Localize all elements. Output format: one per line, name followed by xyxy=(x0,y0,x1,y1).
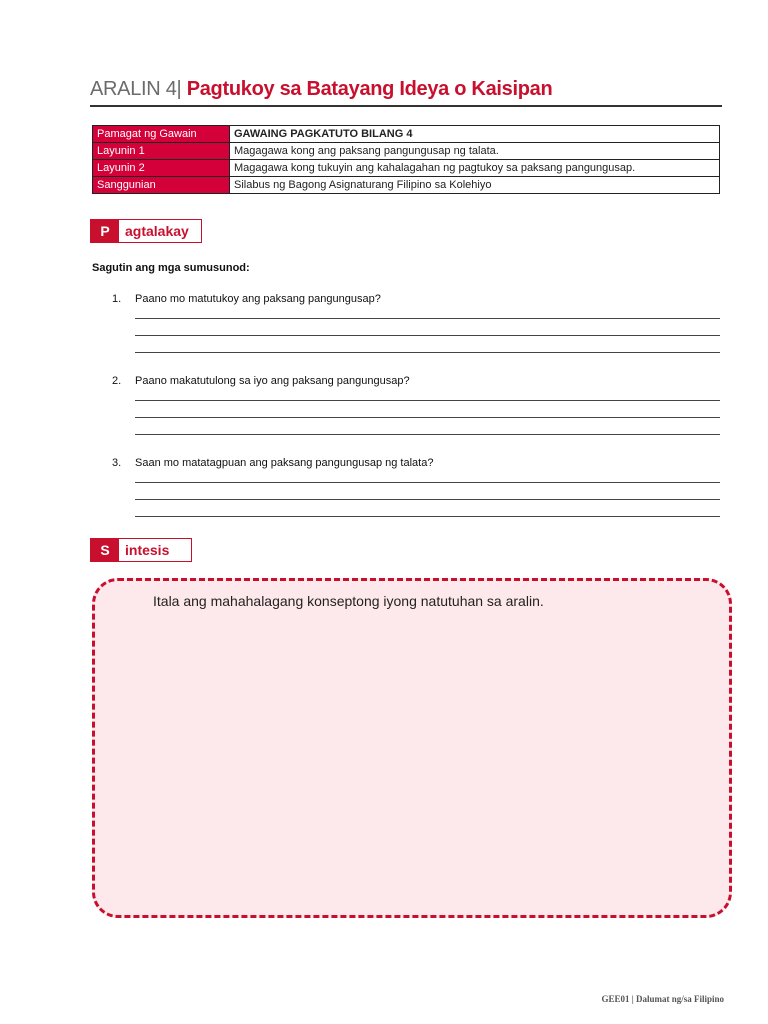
question-number: 2. xyxy=(112,375,122,387)
row-value: Magagawa kong ang paksang pangungusap ng talata. xyxy=(230,143,720,160)
lesson-title: Pagtukoy sa Batayang Ideya o Kaisipan xyxy=(186,78,553,100)
question-number: 1. xyxy=(112,293,122,305)
answer-line[interactable] xyxy=(135,482,720,483)
section-initial: P xyxy=(91,220,119,242)
synthesis-prompt: Itala ang mahahalagang konseptong iyong natutuhan sa aralin. xyxy=(153,593,544,609)
lesson-number: ARALIN 4| xyxy=(90,78,182,100)
row-value: GAWAING PAGKATUTO BILANG 4 xyxy=(230,126,720,143)
answer-line[interactable] xyxy=(135,352,720,353)
answer-line[interactable] xyxy=(135,417,720,418)
table-row xyxy=(93,177,720,194)
row-value: Magagawa kong tukuyin ang kahalagahan ng pagtukoy sa paksang pangungusap. xyxy=(230,160,720,177)
answer-line[interactable] xyxy=(135,335,720,336)
table-row xyxy=(93,126,720,143)
section-title: intesis xyxy=(125,542,170,558)
row-label: Sanggunian xyxy=(93,177,230,194)
page-footer: GEE01 | Dalumat ng/sa Filipino xyxy=(601,994,724,1004)
table-row xyxy=(93,160,720,177)
row-value: Silabus ng Bagong Asignaturang Filipino sa Kolehiyo xyxy=(230,177,720,194)
answer-line[interactable] xyxy=(135,318,720,319)
title-divider xyxy=(90,105,722,107)
synthesis-answer-box[interactable] xyxy=(92,578,732,918)
section-initial: S xyxy=(91,539,119,561)
answer-line[interactable] xyxy=(135,400,720,401)
question-text: Saan mo matatagpuan ang paksang pangungusap ng talata? xyxy=(135,457,434,469)
question-text: Paano makatutulong sa iyo ang paksang pangungusap? xyxy=(135,375,410,387)
question-number: 3. xyxy=(112,457,122,469)
table-row xyxy=(93,143,720,160)
section-title: agtalakay xyxy=(125,223,189,239)
page-title xyxy=(90,78,552,101)
row-label: Layunin 1 xyxy=(93,143,230,160)
question-text: Paano mo matutukoy ang paksang pangungusap? xyxy=(135,293,381,305)
row-label: Pamagat ng Gawain xyxy=(93,126,230,143)
pagtalakay-heading xyxy=(90,219,202,243)
activity-info-table xyxy=(92,125,720,194)
answer-line[interactable] xyxy=(135,499,720,500)
answer-line[interactable] xyxy=(135,434,720,435)
row-label: Layunin 2 xyxy=(93,160,230,177)
answer-line[interactable] xyxy=(135,516,720,517)
sintesis-heading xyxy=(90,538,192,562)
instructions: Sagutin ang mga sumusunod: xyxy=(92,262,250,274)
